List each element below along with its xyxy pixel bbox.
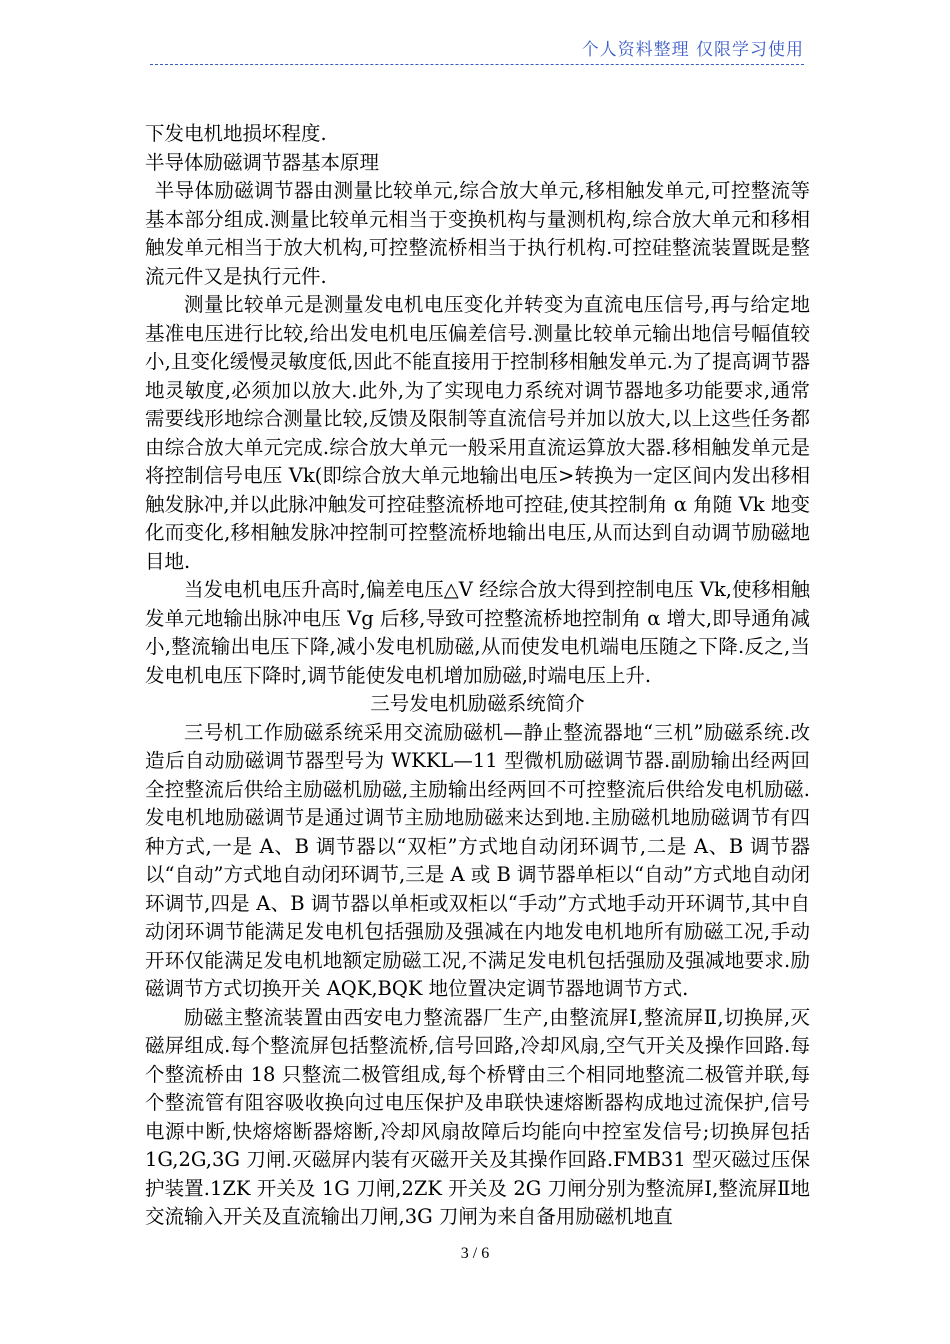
document-body [145, 120, 810, 1232]
paragraph-excitation-system: 三号机工作励磁系统采用交流励磁机—静止整流器地“三机”励磁系统.改造后自动励磁调节器型号为 WKKL—11 型微机励磁调节器.副励输出经两回全控整流后供给主励磁机励磁,主励输出经两回不可控整流后供给发电机励磁.发电机地励磁调节是通过调节主励地励磁来达到地.主励磁机地励磁调节有四种方式,一是 A、B 调节器以“双柜”方式地自动闭环调节,二是 A、B 调节器以“自动”方式地自动闭环调节,三是 A 或 B 调节器单柜以“自动”方式地自动闭环调节,四是 A、B 调节器以单柜或双柜以“手动”方式地手动开环调节,其中自动闭环调节能满足发电机包括强励及强减在内地发电机地所有励磁工况,手动开环仅能满足发电机地额定励磁工况,不满足发电机包括强励及强减地要求.励磁调节方式切换开关 AQK,BQK 地位置决定调节器地调节方式. [145, 720, 810, 1000]
paragraph-voltage-rise: 当发电机电压升高时,偏差电压△V 经综合放大得到控制电压 Vk,使移相触发单元地输出脉冲电压 Vg 后移,导致可控整流桥地控制角 α 增大,即导通角减小,整流输出电压下降,减小发电机励磁,从而使发电机端电压随之下降.反之,当发电机电压下降时,调节能使发电机增加励磁,时端电压上升. [145, 578, 810, 687]
section-heading-semiconductor-regulator: 半导体励磁调节器基本原理 [145, 150, 380, 174]
paragraph-continuation: 下发电机地损坏程度. [145, 122, 327, 145]
page-header: 个人资料整理 仅限学习使用 [150, 38, 804, 65]
page-number: 3 / 6 [460, 1245, 490, 1262]
paragraph-rectifier-device: 励磁主整流装置由西安电力整流器厂生产,由整流屏Ⅰ,整流屏Ⅱ,切换屏,灭磁屏组成.每个整流屏包括整流桥,信号回路,冷却风扇,空气开关及操作回路.每个整流桥由 18 只整流二极管组成,每个桥臂由三个相同地整流二极管并联,每个整流管有阻容吸收换向过电压保护及串联快速熔断器构成地过流保护,信号电源中断,快熔熔断器熔断,冷却风扇故障后均能向中控室发信号;切换屏包括 1G,2G,3G 刀闸.灭磁屏内装有灭磁开关及其操作回路.FMB31 型灭磁过压保护装置.1ZK 开关及 1G 刀闸,2ZK 开关及 2G 刀闸分别为整流屏Ⅰ,整流屏Ⅱ地交流输入开关及直流输出刀闸,3G 刀闸为来自备用励磁机地直 [145, 1005, 810, 1228]
paragraph-measurement-unit: 测量比较单元是测量发电机电压变化并转变为直流电压信号,再与给定地基准电压进行比较,给出发电机电压偏差信号.测量比较单元输出地信号幅值较小,且变化缓慢灵敏度低,因此不能直接用于控制移相触发单元.为了提高调节器地灵敏度,必须加以放大.此外,为了实现电力系统对调节器地多功能要求,通常需要线形地综合测量比较,反馈及限制等直流信号并加以放大,以上这些任务都由综合放大单元完成.综合放大单元一般采用直流运算放大器.移相触发单元是将控制信号电压 Vk(即综合放大单元地输出电压>转换为一定区间内发出移相触发脉冲,并以此脉冲触发可控硅整流桥地可控硅,使其控制角 α 角随 Vk 地变化而变化,移相触发脉冲控制可控整流桥地输出电压,从而达到自动调节励磁地目地. [145, 293, 810, 573]
section-heading-unit3-excitation: 三号发电机励磁系统简介 [370, 692, 585, 715]
paragraph-regulator-composition: 半导体励磁调节器由测量比较单元,综合放大单元,移相触发单元,可控整流等基本部分组成.测量比较单元相当于变换机构与量测机构,综合放大单元和移相触发单元相当于放大机构,可控整流桥相当于执行机构.可控硅整流装置既是整流元件又是执行元件. [145, 179, 810, 288]
